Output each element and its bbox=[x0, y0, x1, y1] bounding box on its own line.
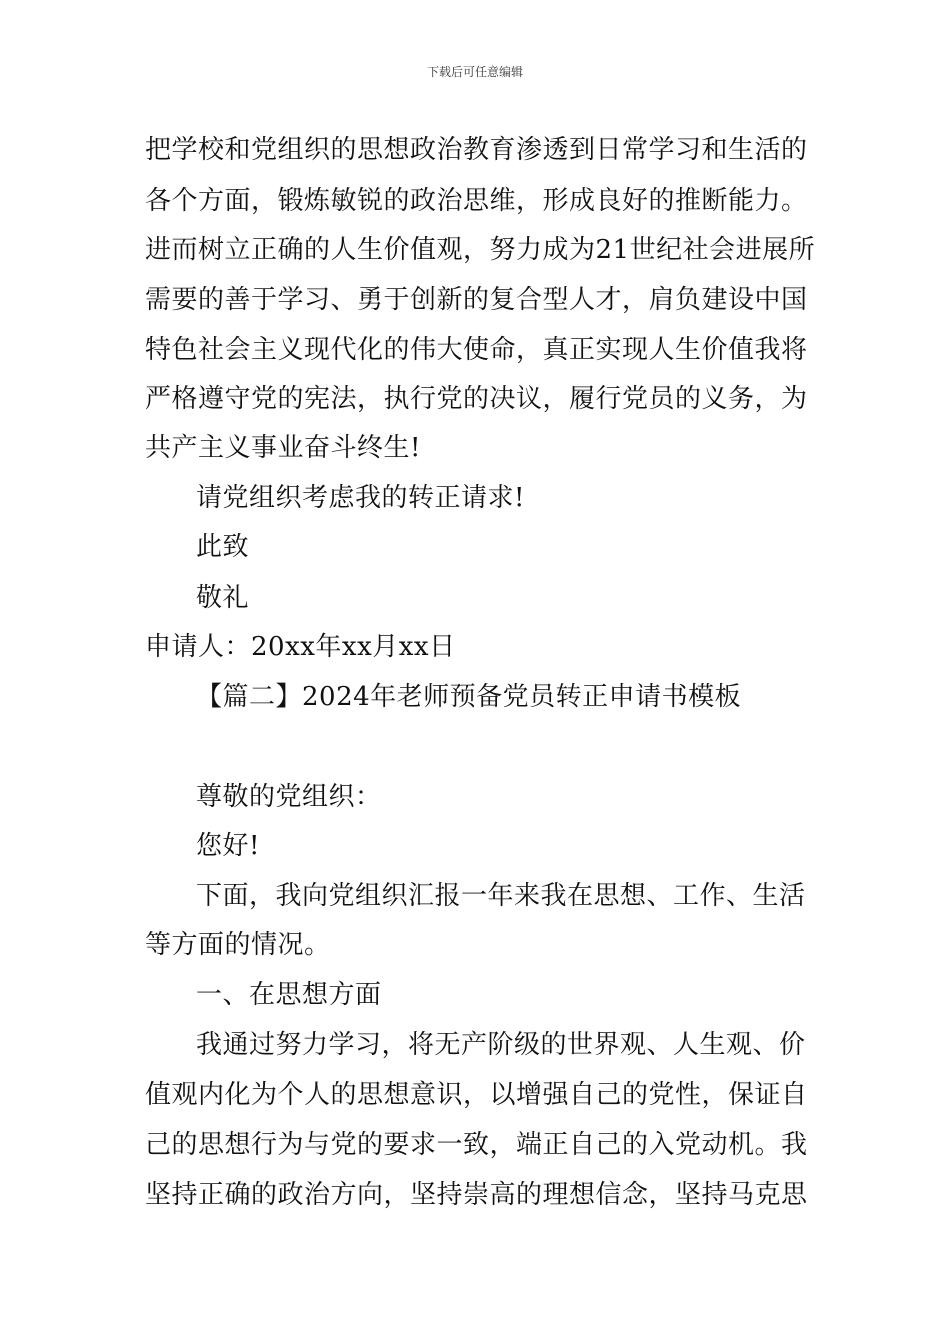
text-line: 等方面的情况。 bbox=[145, 930, 331, 960]
letter-greeting: 尊敬的党组织： bbox=[196, 782, 382, 812]
text-line: 进而树立正确的人生价值观，努力成为21世纪社会进展所 bbox=[145, 235, 816, 265]
text-line: 值观内化为个人的思想意识，以增强自己的党性，保证自 bbox=[145, 1080, 808, 1110]
text-line: 共产主义事业奋斗终生! bbox=[145, 433, 421, 463]
text-line: 我通过努力学习，将无产阶级的世界观、人生观、价 bbox=[196, 1030, 806, 1060]
letter-hello: 您好! bbox=[196, 831, 260, 861]
applicant-signature-line: 申请人：20xx年xx月xx日 bbox=[145, 632, 456, 662]
text-line: 严格遵守党的宪法，执行党的决议，履行党员的义务，为 bbox=[145, 384, 808, 414]
text-line: 特色社会主义现代化的伟大使命，真正实现人生价值我将 bbox=[145, 335, 808, 365]
text-line: 各个方面，锻炼敏锐的政治思维，形成良好的推断能力。 bbox=[145, 186, 808, 216]
section-heading: 【篇二】2024年老师预备党员转正申请书模板 bbox=[196, 682, 742, 712]
salutation-jingli: 敬礼 bbox=[196, 583, 250, 613]
text-line: 需要的善于学习、勇于创新的复合型人才，肩负建设中国 bbox=[145, 285, 808, 315]
page-header-note: 下载后可任意编辑 bbox=[426, 65, 523, 79]
subsection-heading: 一、在思想方面 bbox=[196, 980, 382, 1010]
text-line: 坚持正确的政治方向，坚持崇高的理想信念，坚持马克思 bbox=[145, 1180, 808, 1210]
closing-request: 请党组织考虑我的转正请求! bbox=[196, 483, 525, 513]
text-line: 把学校和党组织的思想政治教育渗透到日常学习和生活的 bbox=[145, 135, 808, 165]
salutation-cizhi: 此致 bbox=[196, 532, 250, 562]
text-line: 下面，我向党组织汇报一年来我在思想、工作、生活 bbox=[196, 881, 806, 911]
text-line: 己的思想行为与党的要求一致，端正自己的入党动机。我 bbox=[145, 1130, 808, 1160]
